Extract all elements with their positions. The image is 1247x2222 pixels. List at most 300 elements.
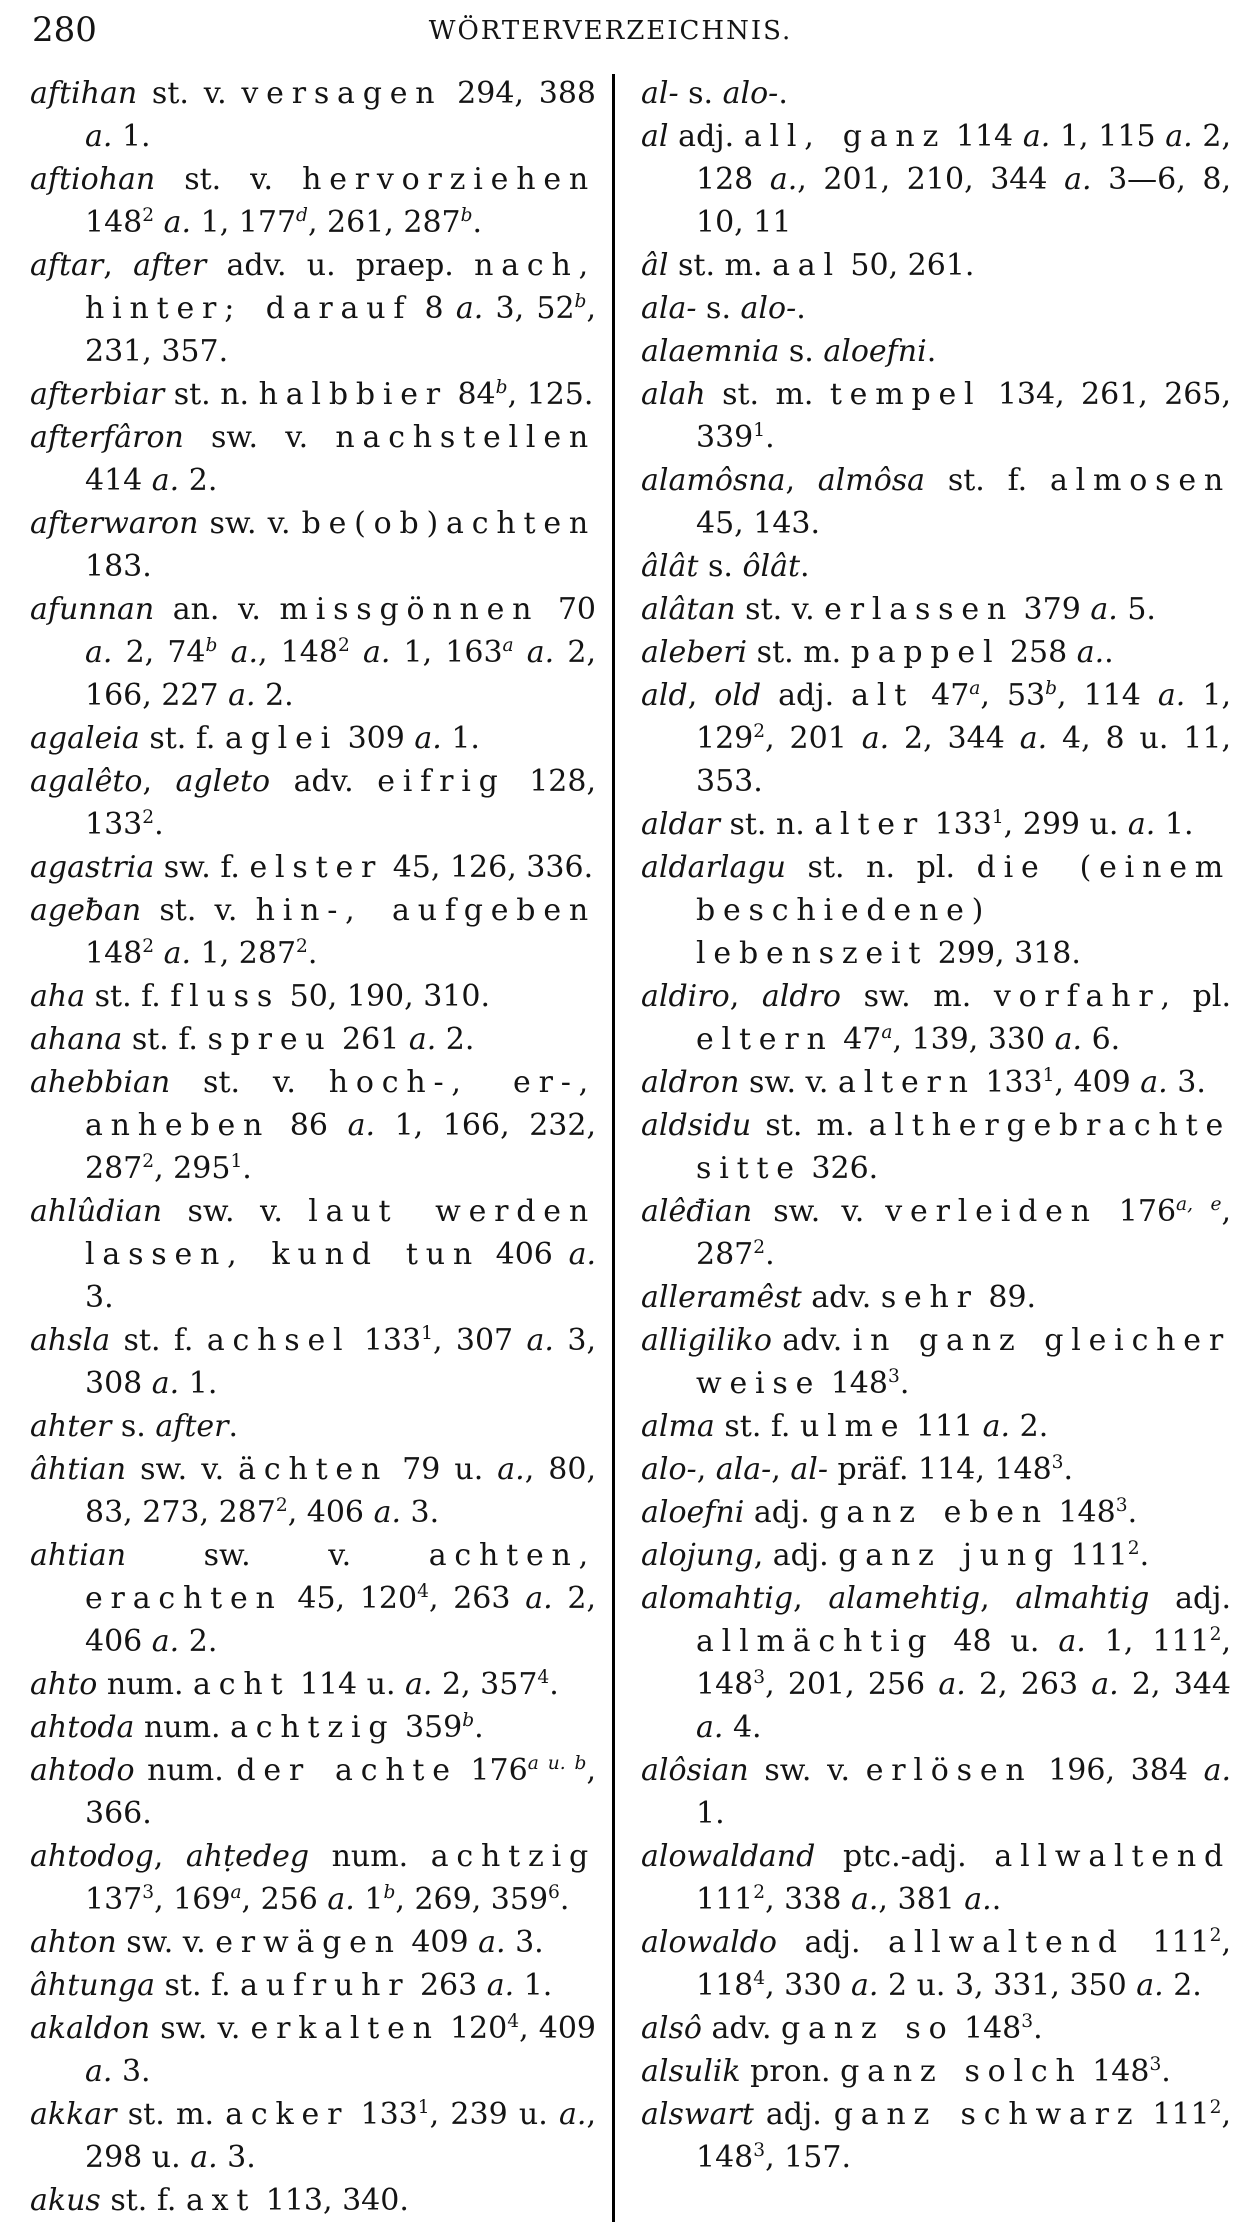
entry-text: , 406: [287, 1495, 374, 1530]
entry-text: ,: [980, 1581, 1016, 1616]
entry-text: num.: [309, 1839, 431, 1874]
dictionary-entry: [641, 1534, 1231, 1577]
entry-text: 2.: [436, 1022, 475, 1057]
headword-or-italic-text: ahṭedeg: [185, 1839, 310, 1874]
dictionary-entry: [30, 1061, 596, 1190]
entry-text: 258: [1000, 635, 1077, 670]
gloss-text: der achte: [236, 1753, 458, 1788]
page-title: WÖRTERVERZEICHNIS.: [428, 16, 793, 46]
dictionary-entry: [641, 330, 1231, 373]
entry-text: 120: [439, 2011, 508, 2046]
superscript-reference: 2: [1209, 1624, 1222, 1645]
gloss-text: aufruhr: [240, 1968, 411, 2003]
entry-text: 133: [350, 1323, 422, 1358]
entry-text: 1.: [179, 1366, 218, 1401]
dictionary-entry: [30, 2093, 596, 2179]
entry-text: .: [778, 76, 788, 111]
gloss-text: achtzig: [430, 1839, 596, 1874]
headword-or-italic-text: ahlûdian: [30, 1194, 163, 1229]
entry-text: , 299 u.: [1003, 807, 1128, 842]
entry-text: st. m.: [116, 2097, 226, 2132]
entry-text: , 118: [696, 1925, 1232, 2003]
dictionary-entry: [641, 1319, 1231, 1405]
entry-text: .: [228, 1409, 239, 1444]
entry-text: 134, 261, 265, 339: [696, 377, 1231, 455]
dictionary-entry: [30, 1405, 596, 1448]
headword-or-italic-text: ahter: [30, 1409, 112, 1444]
entry-text: st. f.: [139, 721, 225, 756]
superscript-reference: 3: [1051, 1452, 1064, 1473]
entry-text: 50, 190, 310.: [280, 979, 490, 1014]
headword-or-italic-text: a.: [982, 1409, 1011, 1444]
headword-or-italic-text: alomahtig: [641, 1581, 794, 1616]
entry-text: .: [765, 420, 775, 455]
entry-text: s.: [698, 549, 743, 584]
entry-text: [350, 635, 363, 670]
dictionary-entry: [641, 1749, 1231, 1835]
superscript-reference: 3: [887, 1366, 900, 1387]
entry-text: 176: [457, 1753, 528, 1788]
headword-or-italic-text: a.: [1127, 807, 1156, 842]
headword-or-italic-text: ahtodog: [30, 1839, 154, 1874]
entry-text: adv.: [701, 2011, 782, 2046]
entry-text: 6.: [1082, 1022, 1121, 1057]
dictionary-entry: [641, 2050, 1231, 2093]
gloss-text: laut werden lassen, kund tun: [85, 1194, 596, 1272]
entry-text: .: [1139, 1538, 1150, 1573]
entry-text: , 80, 83, 273, 287: [85, 1452, 596, 1530]
headword-or-italic-text: a.: [373, 1495, 401, 1530]
headword-or-italic-text: aldron: [641, 1065, 740, 1100]
entry-text: st. f.: [925, 463, 1050, 498]
entry-text: adj.: [668, 119, 744, 154]
entry-text: [217, 635, 230, 670]
gloss-text: aal: [772, 248, 841, 283]
entry-text: , 307: [432, 1323, 527, 1358]
headword-or-italic-text: a.: [497, 1452, 525, 1487]
headword-or-italic-text: a.: [151, 1366, 180, 1401]
headword-or-italic-text: a.: [696, 1710, 724, 1745]
headword-or-italic-text: afunnan: [30, 592, 155, 627]
gloss-text: in ganz gleicher weise: [696, 1323, 1231, 1401]
headword-or-italic-text: alowaldo: [641, 1925, 777, 1960]
gloss-text: die (einem beschiedene) lebenszeit: [696, 850, 1232, 971]
headword-or-italic-text: al-: [641, 76, 679, 111]
superscript-reference: 3: [142, 1882, 155, 1903]
entry-text: , 157.: [765, 2140, 851, 2175]
entry-text: , 263: [428, 1581, 526, 1616]
headword-or-italic-text: afterfâron: [30, 420, 184, 455]
headword-or-italic-text: alleramêst: [641, 1280, 802, 1315]
entry-text: 148: [85, 205, 143, 240]
gloss-text: hoch-, er-, anheben: [85, 1065, 596, 1143]
entry-text: 3.: [85, 1280, 114, 1315]
headword-or-italic-text: a.: [414, 721, 442, 756]
entry-text: 4.: [723, 1710, 762, 1745]
dictionary-entry: [641, 674, 1231, 803]
superscript-reference: 2: [753, 1882, 766, 1903]
entry-text: s.: [111, 1409, 156, 1444]
headword-or-italic-text: a.: [163, 205, 192, 240]
dictionary-entry: [30, 1534, 596, 1663]
headword-or-italic-text: ahebbian: [30, 1065, 171, 1100]
headword-or-italic-text: alowaldand: [641, 1839, 816, 1874]
entry-text: , 148: [258, 635, 338, 670]
entry-text: st. v.: [141, 893, 256, 928]
entry-text: ,: [142, 764, 176, 799]
dictionary-entry: [641, 1104, 1231, 1190]
entry-text: ,: [153, 1839, 186, 1874]
headword-or-italic-text: agleto: [175, 764, 271, 799]
entry-text: 183.: [85, 549, 152, 584]
entry-text: sw. v.: [198, 506, 302, 541]
dictionary-entry: [30, 2007, 596, 2093]
headword-or-italic-text: aftar: [30, 248, 104, 283]
entry-text: 111: [906, 1409, 983, 1444]
entry-text: , 338: [765, 1882, 851, 1917]
entry-text: 2.: [1163, 1968, 1202, 2003]
headword-or-italic-text: a.: [405, 1667, 433, 1702]
headword-or-italic-text: ala-: [715, 1452, 772, 1487]
entry-text: , 330: [765, 1968, 851, 2003]
dictionary-entry: [30, 1448, 596, 1534]
superscript-reference: a: [881, 1022, 893, 1043]
headword-or-italic-text: a.: [85, 119, 113, 154]
entry-text: , 201: [765, 721, 862, 756]
dictionary-entry: [641, 1835, 1231, 1921]
entry-text: , 295: [154, 1151, 231, 1186]
superscript-reference: 3: [753, 1667, 766, 1688]
entry-text: sw. v.: [752, 1194, 886, 1229]
entry-text: .: [559, 1882, 570, 1917]
headword-or-italic-text: agalêto: [30, 764, 143, 799]
gloss-text: acker: [225, 2097, 350, 2132]
superscript-reference: 1: [417, 2097, 430, 2118]
entry-text: 128, 133: [85, 764, 596, 842]
entry-text: 1.: [1155, 807, 1194, 842]
headword-or-italic-text: alojung: [641, 1538, 754, 1573]
headword-or-italic-text: a.: [190, 2140, 218, 2175]
entry-text: 84: [447, 377, 496, 412]
superscript-reference: 2: [1127, 1538, 1140, 1559]
headword-or-italic-text: a.: [85, 2054, 113, 2089]
dictionary-entry: [641, 1577, 1231, 1749]
entry-text: 133: [349, 2097, 418, 2132]
gloss-text: ganz solch: [840, 2054, 1083, 2089]
entry-text: 261: [332, 1022, 409, 1057]
headword-or-italic-text: a.: [1165, 119, 1193, 154]
dictionary-entry: [641, 1061, 1231, 1104]
dictionary-entry: [30, 588, 596, 717]
dictionary-entry: [641, 846, 1231, 975]
gloss-text: pappel: [850, 635, 1001, 670]
entry-text: .: [1063, 1452, 1074, 1487]
superscript-reference: 2: [1209, 1925, 1222, 1946]
headword-or-italic-text: a.: [347, 1108, 375, 1143]
headword-or-italic-text: a.: [861, 721, 890, 756]
headword-or-italic-text: after: [133, 248, 207, 283]
entry-text: sw. v.: [162, 1194, 309, 1229]
headword-or-italic-text: a.: [1019, 721, 1048, 756]
entry-text: an. v.: [154, 592, 280, 627]
entry-text: 379: [1014, 592, 1091, 627]
entry-text: sw. v.: [748, 1753, 866, 1788]
dictionary-entry: [30, 717, 596, 760]
dictionary-entry: [30, 502, 596, 588]
entry-text: präf. 114, 148: [827, 1452, 1052, 1487]
entry-text: , 366.: [85, 1753, 596, 1831]
gloss-text: elster: [249, 850, 384, 885]
entry-text: , 201, 256: [765, 1667, 939, 1702]
gloss-text: allwaltend: [994, 1839, 1231, 1874]
entry-text: 263: [410, 1968, 487, 2003]
headword-or-italic-text: almôsa: [817, 463, 926, 498]
entry-text: 8: [412, 291, 456, 326]
entry-text: 148: [1048, 1495, 1116, 1530]
gloss-text: ulme: [800, 1409, 907, 1444]
superscript-reference: a: [969, 678, 981, 699]
headword-or-italic-text: alâtan: [641, 592, 736, 627]
entry-text: ,: [103, 248, 134, 283]
entry-text: , 53: [980, 678, 1046, 713]
dictionary-entry: [30, 2179, 596, 2222]
entry-text: 359: [395, 1710, 463, 1745]
headword-or-italic-text: aldarlagu: [641, 850, 786, 885]
superscript-reference: a: [230, 1882, 242, 1903]
gloss-text: ganz eben: [819, 1495, 1049, 1530]
headword-or-italic-text: a.: [568, 1237, 596, 1272]
gloss-text: missgönnen: [279, 592, 540, 627]
entry-text: st. f.: [85, 979, 171, 1014]
entry-text: 294, 388: [442, 76, 596, 111]
entry-text: , 239 u.: [429, 2097, 560, 2132]
gloss-text: sehr: [880, 1280, 979, 1315]
entry-text: s.: [779, 334, 824, 369]
dictionary-entry: [641, 545, 1231, 588]
headword-or-italic-text: ahtian: [30, 1538, 127, 1573]
gloss-text: achtzig: [230, 1710, 396, 1745]
entry-text: , 261, 287: [307, 205, 461, 240]
entry-text: st. f.: [122, 1022, 208, 1057]
entry-text: st. v.: [170, 1065, 329, 1100]
superscript-reference: 2: [142, 1151, 155, 1172]
entry-text: 1, 111: [1085, 1624, 1210, 1659]
entry-text: 2 u. 3, 331, 350: [878, 1968, 1137, 2003]
headword-or-italic-text: a.: [850, 1968, 879, 2003]
superscript-reference: 1: [1042, 1065, 1055, 1086]
gloss-text: erlassen: [824, 592, 1015, 627]
headword-or-italic-text: a.: [1064, 162, 1092, 197]
dictionary-entry: [641, 1491, 1231, 1534]
headword-or-italic-text: almahtig: [1015, 1581, 1150, 1616]
headword-or-italic-text: alaemnia: [641, 334, 780, 369]
entry-text: sw. v.: [116, 1925, 216, 1960]
entry-text: 196, 384: [1032, 1753, 1204, 1788]
entry-text: 2, 263: [965, 1667, 1092, 1702]
entry-text: 2, 406: [85, 1581, 596, 1659]
right-column: [641, 72, 1231, 2222]
headword-or-italic-text: a.: [85, 635, 113, 670]
gloss-text: allwaltend: [888, 1925, 1125, 1960]
dictionary-entry: [30, 1319, 596, 1405]
headword-or-italic-text: old: [714, 678, 762, 713]
entry-text: 111: [1060, 1538, 1128, 1573]
entry-text: st. f.: [155, 1968, 241, 2003]
entry-text: sw. v.: [739, 1065, 839, 1100]
superscript-reference: 3: [1149, 2054, 1162, 2075]
headword-or-italic-text: a.: [228, 678, 256, 713]
entry-text: , 231, 357.: [85, 291, 596, 369]
entry-text: 1.: [696, 1796, 725, 1831]
headword-or-italic-text: a.: [1157, 678, 1186, 713]
entry-text: , pl.: [1160, 979, 1231, 1014]
headword-or-italic-text: aftiohan: [30, 162, 156, 197]
entry-text: 79 u.: [388, 1452, 498, 1487]
headword-or-italic-text: alôsian: [641, 1753, 749, 1788]
entry-text: , 409: [519, 2011, 596, 2046]
headword-or-italic-text: alsulik: [641, 2054, 741, 2089]
entry-text: adj.: [776, 1925, 889, 1960]
entry-text: 45, 126, 336.: [383, 850, 594, 885]
dictionary-entry: [641, 631, 1231, 674]
headword-or-italic-text: ôlât: [742, 549, 801, 584]
dictionary-entry: [641, 588, 1231, 631]
gloss-text: aglei: [224, 721, 339, 756]
headword-or-italic-text: a.: [559, 2097, 587, 2132]
headword-or-italic-text: a.: [938, 1667, 966, 1702]
entry-text: .: [154, 807, 164, 842]
entry-text: 1, 287: [191, 936, 297, 971]
entry-text: .: [926, 334, 937, 369]
entry-text: 3.: [400, 1495, 440, 1530]
gloss-text: alter: [814, 807, 926, 842]
headword-or-italic-text: âl: [641, 248, 669, 283]
entry-text: 2, 344: [889, 721, 1020, 756]
superscript-reference: 1: [421, 1323, 433, 1344]
headword-or-italic-text: a.: [526, 1323, 554, 1358]
gloss-text: nach, hinter; darauf: [85, 248, 596, 326]
gloss-text: verleiden: [885, 1194, 1098, 1229]
superscript-reference: a u. b: [527, 1753, 587, 1774]
gloss-text: all, ganz: [743, 119, 947, 154]
dictionary-entry: [641, 373, 1231, 459]
gloss-text: fluss: [170, 979, 281, 1014]
entry-text: s.: [696, 291, 741, 326]
entry-text: 1, 166, 232, 287: [85, 1108, 597, 1186]
dictionary-entry: [30, 1921, 596, 1964]
headword-or-italic-text: a.: [525, 1581, 553, 1616]
entry-text: 50, 261.: [840, 248, 975, 283]
dictionary-entry: [641, 1276, 1231, 1319]
superscript-reference: 2: [1209, 2097, 1222, 2118]
superscript-reference: 2: [142, 205, 155, 226]
entry-text: ,: [785, 463, 818, 498]
gloss-text: ächten: [238, 1452, 389, 1487]
entry-text: st. m.: [751, 1108, 869, 1143]
entry-text: , 409: [1054, 1065, 1141, 1100]
headword-or-italic-text: alêđian: [641, 1194, 753, 1229]
gloss-text: erlösen: [865, 1753, 1033, 1788]
headword-or-italic-text: a.: [327, 1882, 355, 1917]
entry-text: st. v.: [155, 162, 303, 197]
headword-or-italic-text: aloefni: [823, 334, 927, 369]
entry-text: sw. m.: [840, 979, 994, 1014]
gloss-text: erwägen: [215, 1925, 402, 1960]
superscript-reference: b: [383, 1882, 396, 1903]
entry-text: 309: [338, 721, 415, 756]
entry-text: .: [796, 291, 806, 326]
headword-or-italic-text: ala-: [641, 291, 697, 326]
dictionary-entry: [30, 1749, 596, 1835]
headword-or-italic-text: a.: [151, 463, 180, 498]
superscript-reference: a: [502, 635, 514, 656]
entry-text: [154, 205, 164, 240]
entry-text: 3.: [112, 2054, 151, 2089]
entry-text: num.: [97, 1667, 194, 1702]
entry-text: 3.: [505, 1925, 544, 1960]
entry-text: 137: [85, 1882, 143, 1917]
entry-text: st. n.: [164, 377, 259, 412]
gloss-text: alt: [851, 678, 915, 713]
entry-text: sw. f.: [154, 850, 250, 885]
entry-text: 70: [539, 592, 596, 627]
entry-text: , 287: [696, 1194, 1231, 1272]
entry-text: 2.: [179, 463, 218, 498]
entry-text: , 114: [1057, 678, 1158, 713]
headword-or-italic-text: a.: [230, 635, 258, 670]
headword-or-italic-text: a.: [964, 1882, 992, 1917]
headword-or-italic-text: a.: [486, 1968, 515, 2003]
entry-text: .: [1033, 2011, 1043, 2046]
dictionary-entry: [30, 1964, 596, 2007]
superscript-reference: 3: [1115, 1495, 1128, 1516]
headword-or-italic-text: âlât: [641, 549, 699, 584]
entry-text: 2, 357: [432, 1667, 538, 1702]
headword-or-italic-text: akaldon: [30, 2011, 151, 2046]
entry-text: st. n. pl.: [785, 850, 977, 885]
headword-or-italic-text: a.: [362, 635, 391, 670]
dictionary-entry: [30, 72, 596, 158]
headword-or-italic-text: a.: [1022, 119, 1051, 154]
headword-or-italic-text: aldiro: [641, 979, 730, 1014]
dictionary-entry: [30, 244, 596, 373]
superscript-reference: d: [296, 205, 308, 226]
entry-text: 148: [954, 2011, 1022, 2046]
dictionary-entry: [641, 244, 1231, 287]
headword-or-italic-text: aloefni: [641, 1495, 745, 1530]
entry-text: st. v.: [137, 76, 242, 111]
entry-text: 111: [1140, 2097, 1210, 2132]
entry-text: 2, 74: [112, 635, 206, 670]
entry-text: , 381: [878, 1882, 965, 1917]
gloss-text: tempel: [829, 377, 982, 412]
headword-or-italic-text: aldsidu: [641, 1108, 752, 1143]
entry-text: 111: [696, 1882, 754, 1917]
headword-or-italic-text: a.: [769, 162, 798, 197]
gloss-text: vorfahr: [993, 979, 1161, 1014]
superscript-reference: 1: [991, 807, 1004, 828]
headword-or-italic-text: a.: [1136, 1968, 1164, 2003]
entry-text: , 256: [241, 1882, 328, 1917]
entry-text: 148: [821, 1366, 888, 1401]
entry-text: 4, 8 u. 11, 353.: [696, 721, 1231, 799]
headword-or-italic-text: alligiliko: [641, 1323, 772, 1358]
entry-text: 45, 120: [282, 1581, 418, 1616]
dictionary-entry: [641, 1405, 1231, 1448]
headword-or-italic-text: agastria: [30, 850, 155, 885]
headword-or-italic-text: âhtunga: [30, 1968, 155, 2003]
superscript-reference: b: [462, 1710, 475, 1731]
